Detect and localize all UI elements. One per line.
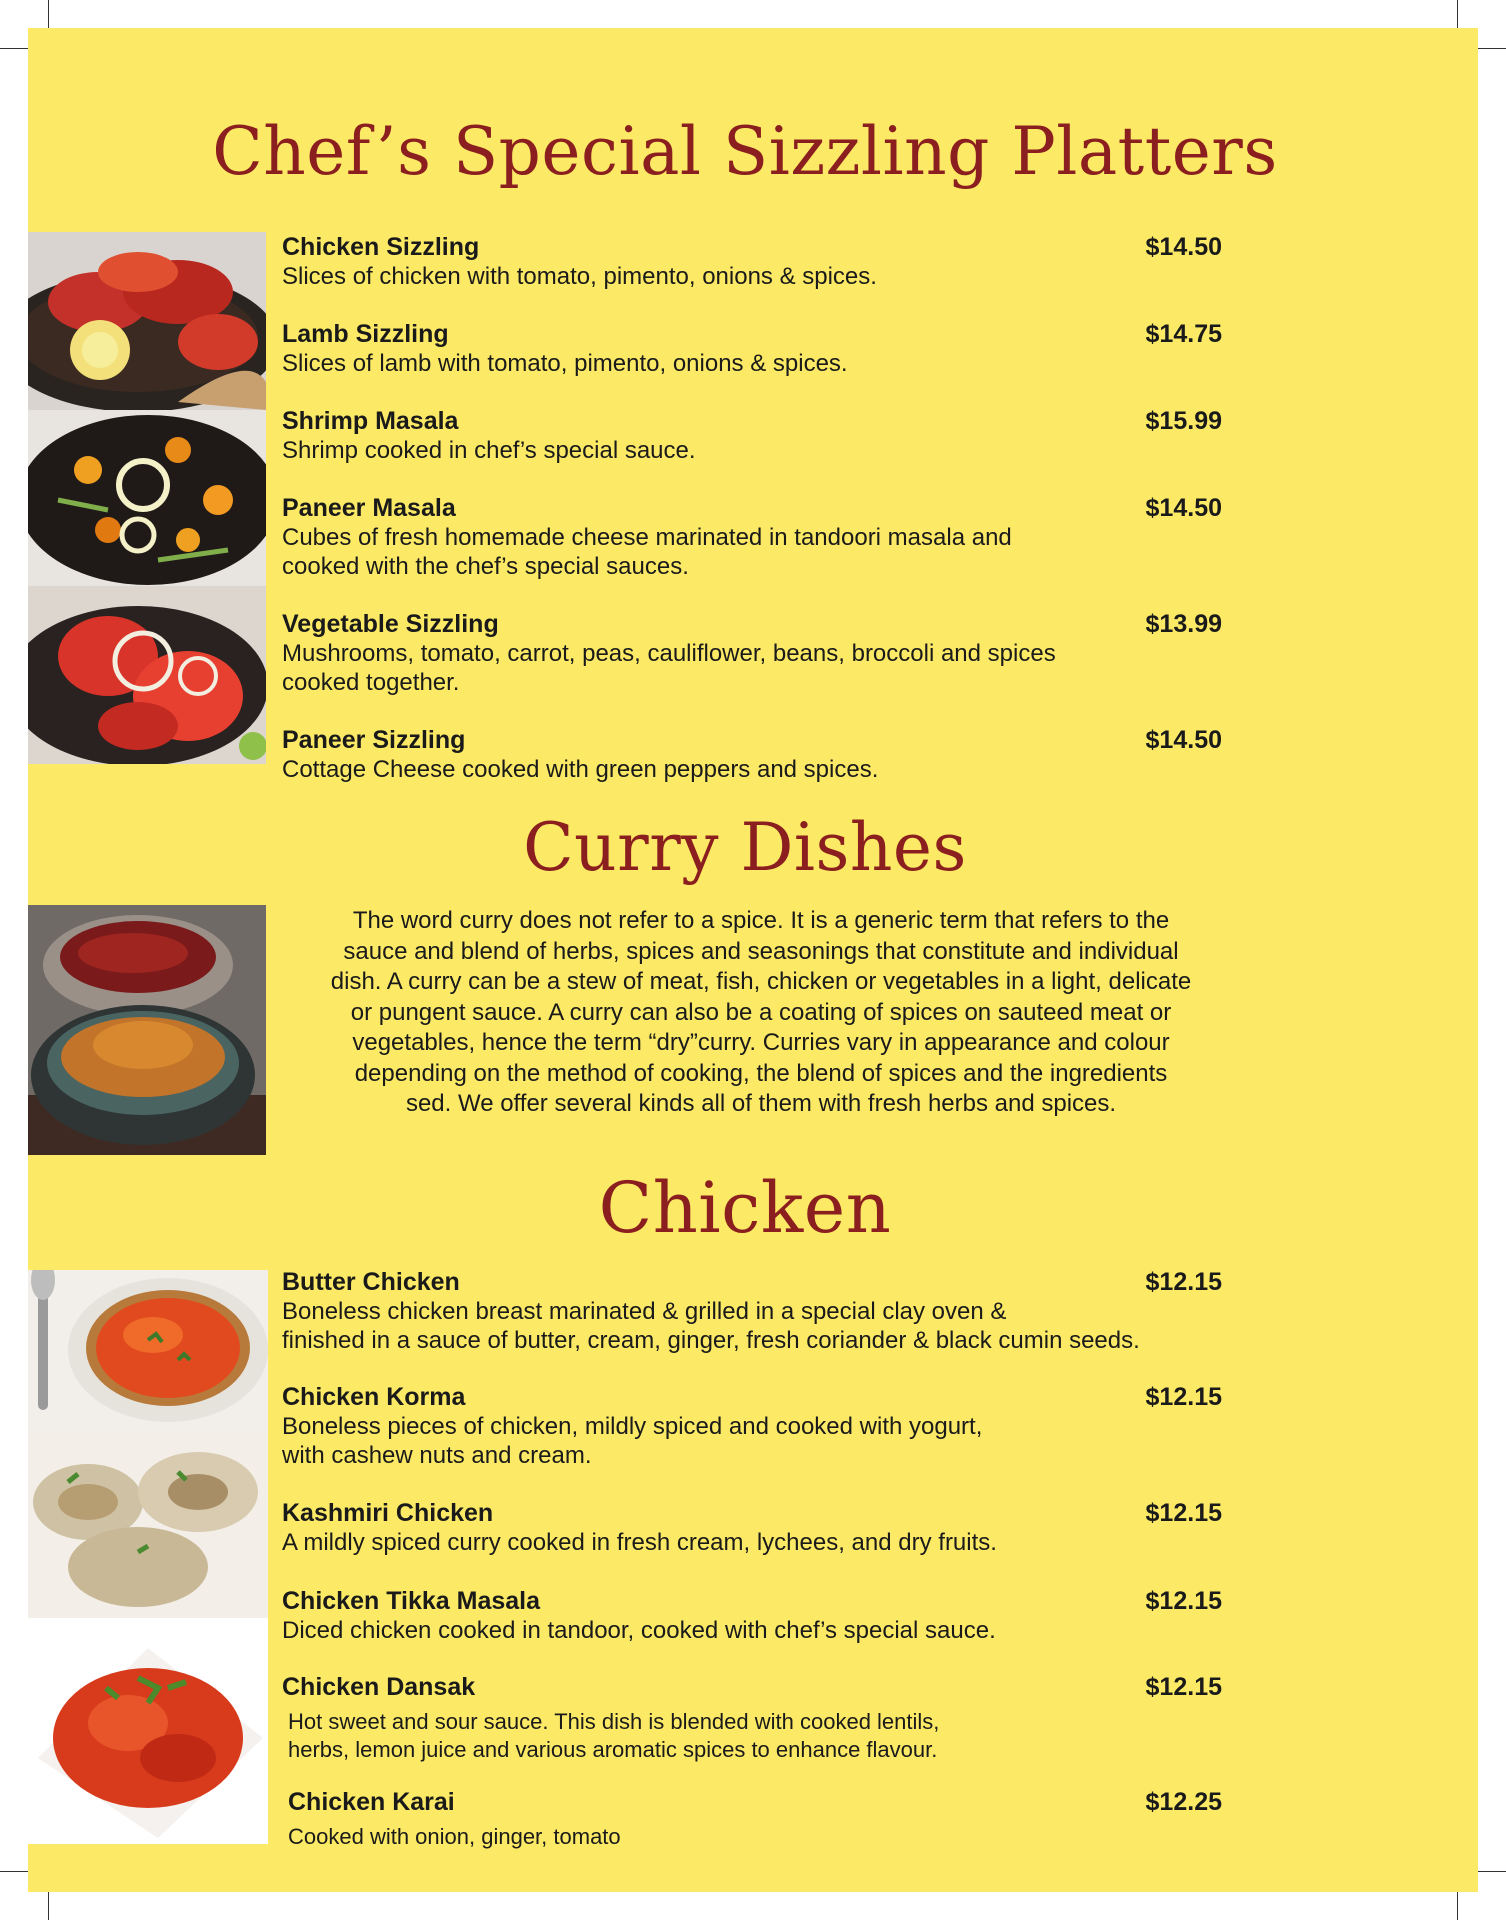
butter-chicken-photo	[28, 1270, 268, 1432]
menu-item	[282, 1267, 1222, 1355]
item-description: Boneless chicken breast marinated & grilled in a special clay oven & finished in a sauce of butter, cream, ginger, fresh coriander & black cumin seeds.	[282, 1298, 1140, 1354]
item-description: Cubes of fresh homemade cheese marinated in tandoori masala and cooked with the chef’s special sauces.	[282, 524, 1012, 580]
kashmiri-chicken-photo	[28, 1432, 268, 1618]
chicken-sizzling-photo	[28, 232, 266, 410]
item-name: Chicken Tikka Masala	[282, 1587, 541, 1615]
item-price: $12.15	[1145, 1499, 1222, 1527]
section-title-chicken: Chicken	[598, 1167, 892, 1249]
menu-item	[282, 1787, 1222, 1851]
item-name: Vegetable Sizzling	[282, 610, 499, 638]
item-description: A mildly spiced curry cooked in fresh cream, lychees, and dry fruits.	[282, 1529, 997, 1556]
menu-item	[282, 725, 1222, 784]
item-name: Butter Chicken	[282, 1268, 460, 1296]
item-name: Chicken Dansak	[282, 1673, 476, 1701]
crop-mark	[0, 48, 30, 49]
item-price: $12.15	[1145, 1383, 1222, 1411]
item-description: Mushrooms, tomato, carrot, peas, cauliflower, beans, broccoli and spices cooked together.	[282, 640, 1056, 696]
chicken-dansak-photo	[28, 1618, 268, 1844]
item-name: Chicken Sizzling	[282, 233, 480, 261]
item-name: Kashmiri Chicken	[282, 1499, 494, 1527]
item-description: Diced chicken cooked in tandoor, cooked with chef’s special sauce.	[282, 1617, 996, 1644]
menu-item	[282, 493, 1222, 581]
item-name: Lamb Sizzling	[282, 320, 449, 348]
menu-item	[282, 319, 1222, 378]
item-price: $12.15	[1145, 1673, 1222, 1701]
item-name: Paneer Masala	[282, 494, 456, 522]
item-description: Cooked with onion, ginger, tomato	[288, 1824, 621, 1849]
crop-mark	[1476, 48, 1506, 49]
item-description: Boneless pieces of chicken, mildly spiced and cooked with yogurt, with cashew nuts and cream.	[282, 1413, 983, 1469]
menu-item	[282, 1498, 1222, 1557]
item-name: Paneer Sizzling	[282, 726, 466, 754]
crop-mark	[1457, 1890, 1458, 1920]
menu-item	[282, 1672, 1222, 1764]
item-name: Chicken Karai	[288, 1788, 455, 1816]
spice-bowls-photo	[28, 905, 266, 1155]
item-description: Hot sweet and sour sauce. This dish is blended with cooked lentils, herbs, lemon juice and various aromatic spices to enhance flavour.	[288, 1709, 940, 1762]
item-description: Shrimp cooked in chef’s special sauce.	[282, 437, 696, 464]
menu-item	[282, 406, 1222, 465]
crop-mark	[1476, 1871, 1506, 1872]
curry-description: The word curry does not refer to a spice. It is a generic term that refers to the sauce and blend of herbs, spices and seasonings that constitute and individual dish. A curry can be a stew of meat, fish, chicken or vegetables in a light, delicate or pungent sauce. A curry can also be a coating of spices on sauteed meat or vegetables, hence the term “dry”curry. Curries vary in appearance and colour depending on the method of cooking, the blend of spices and the ingredients sed. We offer several kinds all of them with fresh herbs and spices.	[330, 907, 1192, 1117]
menu-item	[282, 609, 1222, 697]
item-price: $12.15	[1145, 1587, 1222, 1615]
item-description: Slices of chicken with tomato, pimento, onions & spices.	[282, 263, 877, 290]
crop-mark	[0, 1871, 30, 1872]
crop-mark	[48, 1890, 49, 1920]
shrimp-masala-photo	[28, 410, 266, 586]
item-name: Chicken Korma	[282, 1383, 466, 1411]
item-price: $15.99	[1145, 407, 1222, 435]
menu-item	[282, 1382, 1222, 1470]
crop-mark	[48, 0, 49, 30]
item-price: $12.25	[1145, 1788, 1222, 1816]
item-description: Slices of lamb with tomato, pimento, onions & spices.	[282, 350, 848, 377]
item-price: $12.15	[1145, 1268, 1222, 1296]
menu-item	[282, 1586, 1222, 1645]
item-price: $14.50	[1145, 233, 1222, 261]
item-price: $14.50	[1145, 494, 1222, 522]
menu-item	[282, 232, 1222, 291]
item-description: Cottage Cheese cooked with green peppers and spices.	[282, 756, 879, 783]
vegetable-sizzling-photo	[28, 586, 266, 764]
item-name: Shrimp Masala	[282, 407, 459, 435]
item-price: $14.75	[1145, 320, 1222, 348]
crop-mark	[1457, 0, 1458, 30]
section-title-curry: Curry Dishes	[523, 809, 967, 886]
item-price: $14.50	[1145, 726, 1222, 754]
section-title-sizzling: Chef’s Special Sizzling Platters	[212, 113, 1278, 190]
item-price: $13.99	[1145, 610, 1222, 638]
